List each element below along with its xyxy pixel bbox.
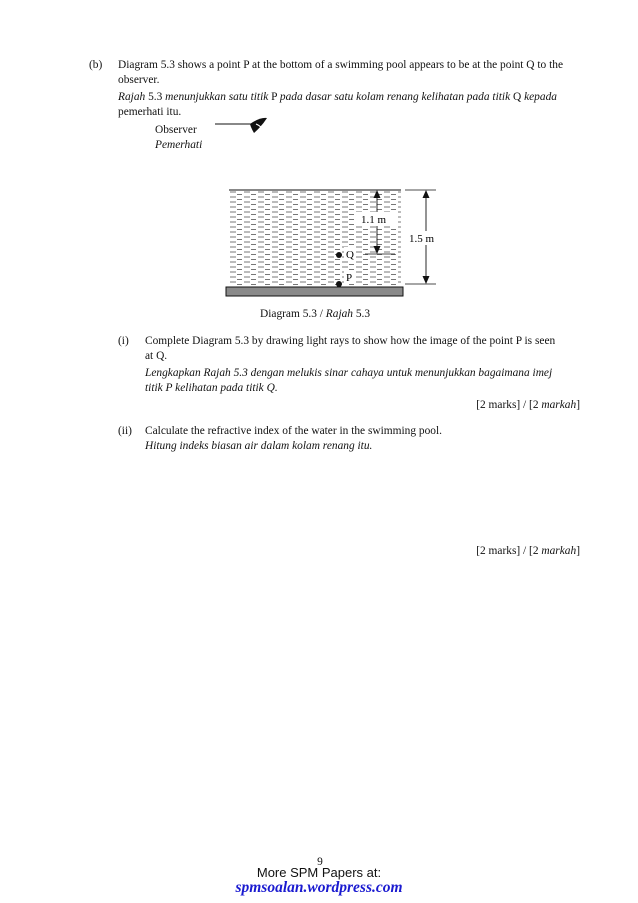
footer-more-papers: More SPM Papers at: (256, 865, 382, 880)
stem-ms-text-b: pada dasar satu kolam renang kelihatan pada titik (279, 91, 511, 103)
apparent-depth-label: 1.1 m (361, 214, 387, 226)
point-p (336, 281, 342, 287)
sub-i-marks-ms: markah (541, 399, 577, 411)
caption-ms: Rajah (325, 308, 354, 320)
sub-i-marks (420, 398, 580, 413)
sub-ii-label: (ii) (118, 425, 132, 437)
sub-ii-en-line1: Calculate the refractive index of the water in the swimming pool. (145, 425, 443, 437)
sub-ii-marks-ms: markah (541, 545, 577, 557)
water-region (229, 190, 401, 286)
observer-label-ms: Pemerhati (155, 139, 203, 151)
point-q-label: Q (346, 249, 354, 261)
sub-i-marks-en: [2 marks] / [2 (476, 399, 542, 411)
page-number: 9 (317, 856, 323, 868)
stem-ms-num: 5.3 (145, 91, 166, 103)
footer-site-link[interactable]: spmsoalan.wordpress.com (235, 879, 403, 896)
sub-i-en-line2: at Q. (145, 350, 168, 362)
observer-label-en: Observer (155, 124, 197, 136)
pool-floor (226, 287, 403, 296)
stem-ms-kepada: kepada (524, 91, 557, 103)
point-p-label: P (346, 272, 353, 284)
sub-i-ms-line1: Lengkapkan Rajah 5.3 dengan melukis sinar cahaya untuk menunjukkan bagaimana imej (145, 367, 553, 379)
stem-en-line1: Diagram 5.3 shows a point P at the bottom of a swimming pool appears to be at the point Q to the (118, 59, 564, 71)
stem-ms-line2: pemerhati itu. (118, 106, 182, 118)
sub-ii-ms-line1: Hitung indeks biasan air dalam kolam renang itu. (145, 440, 373, 452)
sub-ii-marks-end: ] (576, 545, 580, 557)
caption-en: Diagram 5.3 / (260, 308, 326, 320)
stem-ms-q: Q (510, 91, 525, 103)
point-q (336, 252, 342, 258)
part-label: (b) (89, 59, 103, 71)
pool-diagram (215, 180, 455, 305)
sub-i-ms-line2: titik P kelihatan pada titik Q. (145, 382, 278, 394)
caption-num: 5.3 (353, 308, 371, 320)
stem-ms-p: P (268, 91, 280, 103)
real-depth-label: 1.5 m (409, 233, 435, 245)
stem-en-line2: observer. (118, 74, 160, 86)
diagram-caption (260, 307, 370, 322)
observer-eye-icon (210, 112, 270, 144)
stem-ms-word-rajah: Rajah (118, 91, 146, 103)
sub-i-marks-end: ] (576, 399, 580, 411)
sub-i-en-line1: Complete Diagram 5.3 by drawing light rays to show how the image of the point P is seen (145, 335, 556, 347)
stem-ms-text-a: menunjukkan satu titik (165, 91, 269, 103)
sub-ii-marks-en: [2 marks] / [2 (476, 545, 542, 557)
sub-i-label: (i) (118, 335, 129, 347)
sub-ii-marks (420, 544, 580, 559)
stem-ms-line1 (118, 90, 588, 105)
